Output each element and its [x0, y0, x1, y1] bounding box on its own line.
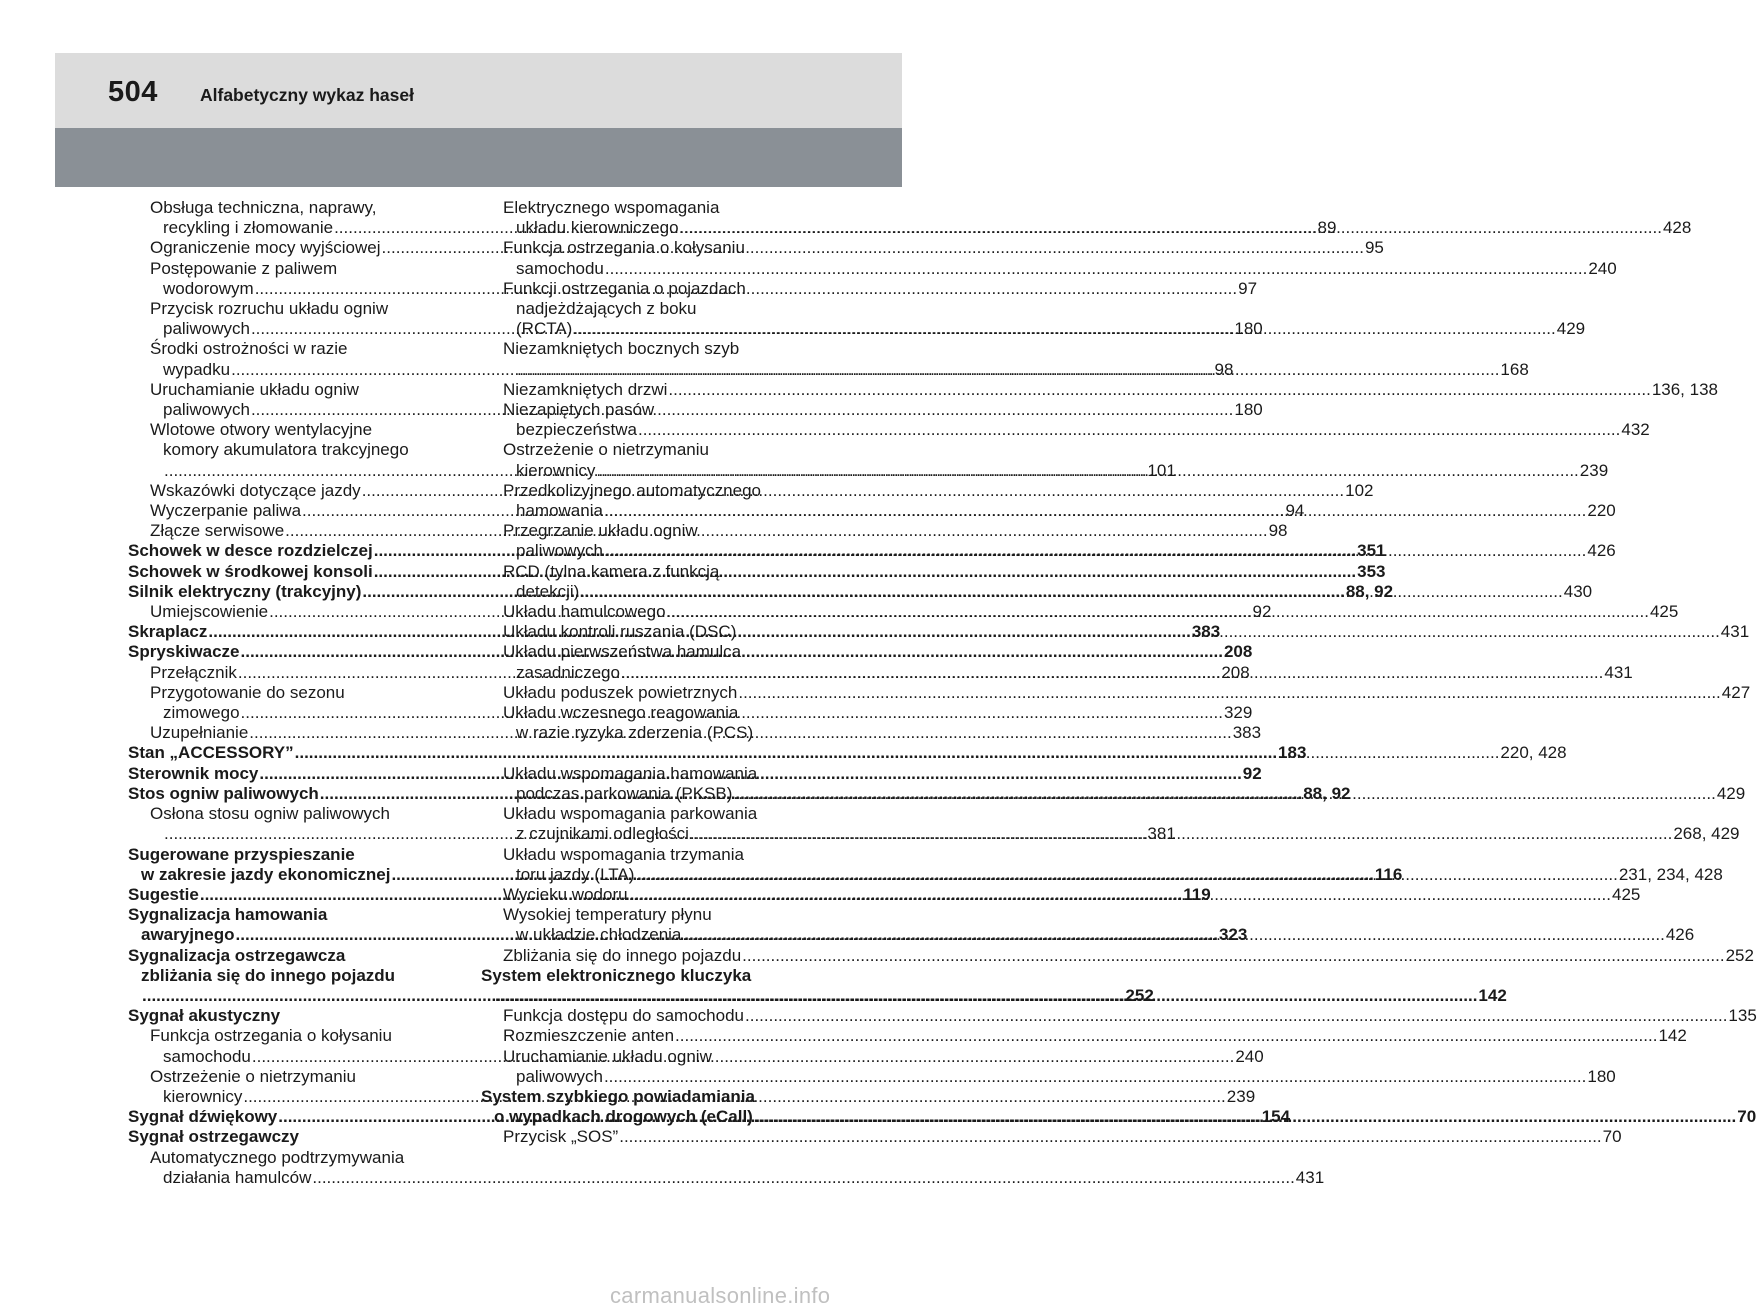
dot-leader	[733, 784, 1715, 803]
dot-leader	[742, 946, 1724, 965]
index-entry-pages: 428	[1662, 218, 1692, 238]
dot-leader	[745, 1006, 1727, 1025]
index-entry-pages: 240	[1235, 1046, 1264, 1066]
index-entry-line: Przycisk rozruchu układu ogniw	[150, 299, 389, 319]
header-band	[55, 128, 902, 187]
index-entry-pages: 92	[1242, 763, 1262, 783]
dot-leader	[629, 885, 1611, 904]
index-entry	[481, 1006, 1757, 1026]
index-entry-pages: 180	[1587, 1066, 1616, 1086]
index-entry	[128, 1006, 444, 1026]
index-entry-line: Funkcja ostrzegania o kołysaniu	[503, 238, 745, 258]
index-entry-pages: 116	[1374, 864, 1403, 884]
index-entry-pages: 97	[1238, 278, 1258, 298]
index-entry-line: System elektronicznego kluczyka	[481, 965, 752, 985]
index-entry-pages: 142	[1478, 985, 1507, 1005]
index-entry-text: Stos ogniw paliwowych	[128, 783, 319, 803]
index-entry-pages: 252	[1125, 985, 1154, 1005]
index-entry-text: Przycisk „SOS”	[503, 1127, 619, 1147]
index-entry-pages: 88, 92	[1303, 783, 1351, 803]
index-entry-line: System szybkiego powiadamiania	[481, 1086, 755, 1106]
dot-leader	[495, 986, 1477, 1005]
index-entry-line: Wysokiej temperatury płynu	[503, 905, 712, 925]
index-entry-pages: 168	[1500, 359, 1529, 379]
index-entry-text: Skraplacz	[128, 622, 208, 642]
index-entry-pages: 89	[1317, 218, 1337, 238]
index-entry-pages: 70	[1737, 1107, 1757, 1127]
index-entry-text: Spryskiwacze	[128, 642, 240, 662]
index-entry-pages: 430	[1563, 581, 1593, 601]
index-entry-line	[128, 985, 1154, 1006]
index-entry-pages: 88, 92	[1345, 581, 1394, 601]
index-entry-text: Złącze serwisowe	[150, 521, 285, 541]
index-entry-text: wodorowym	[163, 278, 254, 298]
index-entry-text: zimowego	[163, 703, 240, 723]
index-entry-text: Funkcja dostępu do samochodu	[503, 1006, 744, 1026]
index-entry-text: kierownicy	[163, 1086, 243, 1106]
index-entry-text: podczas parkowania (PKSB)	[516, 783, 733, 803]
index-entry-pages: 383	[1232, 723, 1262, 743]
index-entry-text: Uzupełnianie	[150, 723, 249, 743]
index-entry-text: paliwowych	[163, 400, 250, 420]
watermark: carmanualsonline.info	[610, 1283, 831, 1308]
index-entry-text: Schowek w desce rozdzielczej	[128, 541, 373, 561]
index-entry-pages: 231, 234, 428	[1618, 864, 1723, 884]
index-entry-line: Uruchamianie układu ogniw	[503, 1046, 712, 1066]
dot-leader	[517, 360, 1499, 379]
index-entry	[481, 945, 1754, 966]
dot-leader	[580, 582, 1562, 601]
index-entry-text: Rozmieszczenie anten	[503, 1026, 675, 1046]
index-entry-pages: 135	[1728, 1006, 1757, 1026]
index-entry-line	[150, 359, 1234, 380]
index-entry-text: hamowania	[516, 501, 603, 521]
index-entry-line	[503, 1127, 1622, 1147]
index-entry	[481, 379, 1718, 400]
index-entry-line: komory akumulatora trakcyjnego	[163, 440, 409, 460]
dot-leader	[682, 925, 1664, 944]
index-entry-text: bezpieczeństwa	[516, 420, 637, 440]
index-entry-pages: 353	[1357, 561, 1386, 581]
index-entry-line: Sygnał akustyczny	[128, 1006, 281, 1026]
index-entry-pages: 427	[1721, 682, 1751, 702]
index-entry-text: Układu kontroli ruszania (DSC)	[503, 622, 737, 642]
index-entry-text: Układu hamulcowego	[503, 602, 666, 622]
index-entry-line: Sygnalizacja hamowania	[128, 905, 328, 925]
index-entry-pages: 425	[1611, 884, 1641, 904]
dot-leader	[680, 218, 1662, 237]
index-entry-text: Sygnał dźwiękowy	[128, 1107, 278, 1127]
dot-leader	[596, 461, 1578, 480]
index-entry-pages: 239	[1579, 460, 1609, 480]
index-entry-line: Uruchamianie układu ogniw	[150, 379, 359, 399]
dot-leader	[517, 743, 1499, 762]
dot-leader	[668, 380, 1650, 399]
index-entry-line: Funkcji ostrzegania o pojazdach	[503, 278, 746, 298]
index-entry-text: Ograniczenie mocy wyjściowej	[150, 238, 381, 258]
index-entry-pages: 432	[1621, 420, 1650, 440]
index-entry-line	[128, 743, 1307, 763]
dot-leader	[667, 602, 1649, 621]
index-entry-text: paliwowych	[516, 1066, 603, 1086]
dot-leader	[619, 1127, 1601, 1146]
dot-leader	[737, 622, 1719, 641]
index-entry-line	[503, 1066, 1616, 1087]
index-entry-line: Ostrzeżenie o nietrzymaniu	[150, 1066, 356, 1086]
index-entry-pages: 431	[1295, 1167, 1325, 1187]
index-entry-line: Przegrzanie układu ogniw	[503, 521, 698, 541]
index-entry-text: układu kierowniczego	[516, 218, 679, 238]
index-entry	[128, 1147, 1325, 1188]
index-entry-pages: 431	[1720, 622, 1750, 642]
index-entry-text: Przełącznik	[150, 662, 237, 682]
index-entry-pages: 180	[1234, 400, 1263, 420]
index-entry-text: samochodu	[516, 258, 604, 278]
index-entry-line: Układu wspomagania parkowania	[503, 804, 758, 824]
index-entry-text: Silnik elektryczny (trakcyjny)	[128, 581, 362, 601]
dot-leader	[635, 865, 1617, 884]
index-entry-text: wypadku	[163, 359, 231, 379]
index-entry-text: Sterownik mocy	[128, 763, 259, 783]
index-entry-line: Układu pierwszeństwa hamulca	[503, 642, 742, 662]
index-entry-text: z czujnikami odległości	[516, 824, 689, 844]
index-entry-line: Środki ostrożności w razie	[150, 339, 348, 359]
index-entry-line: Funkcja ostrzegania o kołysaniu	[150, 1026, 392, 1046]
index-entry-line: Układu wczesnego reagowania	[503, 703, 739, 723]
index-entry-line: Układu wspomagania hamowania	[503, 763, 758, 783]
index-entry-pages: 429	[1556, 319, 1586, 339]
dot-leader	[675, 1026, 1657, 1045]
index-entry-pages: 92	[1252, 602, 1272, 622]
index-entry-pages: 323	[1218, 925, 1248, 945]
index-entry-line: Przygotowanie do sezonu	[150, 682, 345, 702]
index-entry-line: Osłona stosu ogniw paliwowych	[150, 804, 391, 824]
index-entry-line	[503, 420, 1650, 440]
index-entry-text: Umiejscowienie	[150, 602, 269, 622]
index-entry-pages: 425	[1649, 602, 1679, 622]
index-entry-line: zbliżania się do innego pojazdu	[141, 965, 396, 985]
index-entry-line	[150, 1167, 1325, 1188]
index-entry-line: Niezapiętych pasów	[503, 400, 655, 420]
index-entry-pages: 252	[1725, 945, 1754, 965]
index-entry-pages: 208	[1223, 642, 1253, 662]
index-entry-pages: 98	[1214, 359, 1234, 379]
index-entry-line: Sygnalizacja ostrzegawcza	[128, 945, 346, 965]
index-entry-line: Ostrzeżenie o nietrzymaniu	[503, 440, 709, 460]
index-entry-text: w układzie chłodzenia	[516, 925, 682, 945]
index-entry-line: Sugerowane przyspieszanie	[128, 844, 355, 864]
index-entry-text: Niezamkniętych drzwi	[503, 379, 668, 399]
dot-leader	[738, 683, 1720, 702]
index-entry-text: Schowek w środkowej konsoli	[128, 561, 373, 581]
dot-leader	[605, 259, 1587, 278]
index-entry	[481, 1026, 1687, 1046]
index-entry-text: o wypadkach drogowych (eCall)	[494, 1107, 753, 1127]
dot-leader	[754, 1107, 1736, 1126]
index-entry-pages: 180	[1234, 319, 1263, 339]
index-entry-pages: 70	[1602, 1127, 1622, 1147]
index-entry	[481, 682, 1751, 703]
index-entry-text: detekcji)	[516, 581, 580, 601]
index-entry-pages: 426	[1587, 541, 1616, 561]
index-entry-pages: 102	[1345, 480, 1374, 500]
index-entry-pages: 239	[1226, 1086, 1256, 1106]
index-entry-pages: 426	[1665, 925, 1695, 945]
index-entry-text: Zbliżania się do innego pojazdu	[503, 945, 742, 965]
dot-leader	[604, 541, 1586, 560]
index-entry-pages: 136, 138	[1651, 379, 1718, 399]
index-entry-text: Wycieku wodoru	[503, 884, 628, 904]
index-entry	[481, 1127, 1622, 1147]
index-entry-text: Stan „ACCESSORY”	[128, 743, 294, 763]
index-entry-text: Sugestie	[128, 884, 199, 904]
index-entry-pages: 142	[1658, 1026, 1687, 1046]
index-entry-pages: 95	[1364, 238, 1384, 258]
index-entry-text: w zakresie jazdy ekonomicznej	[141, 864, 391, 884]
index-entry-line: Elektrycznego wspomagania	[503, 198, 720, 217]
index-entry-pages: 329	[1223, 703, 1253, 723]
index-entry-line: Wlotowe otwory wentylacyjne	[150, 420, 373, 440]
index-entry-text: kierownicy	[516, 460, 596, 480]
index-entry-line: Układu wspomagania trzymania	[503, 844, 744, 864]
index-entry-text: Wskazówki dotyczące jazdy	[150, 480, 361, 500]
index-entry-line	[503, 258, 1617, 279]
index-entry-line	[503, 945, 1754, 966]
index-entry	[128, 1127, 444, 1147]
index-entry-line: w razie ryzyka zderzenia (PCS)	[516, 723, 754, 743]
index-entry-pages: 240	[1588, 258, 1617, 278]
index-entry-text: (RCTA)	[516, 319, 573, 339]
index-entry	[128, 743, 1307, 763]
index-entry-line: Przedkolizyjnego automatycznego	[503, 480, 761, 500]
index-entry-text: Wyczerpanie paliwa	[150, 501, 302, 521]
index-entry-pages: 429	[1716, 783, 1746, 803]
index-entry-pages: 154	[1261, 1107, 1291, 1127]
index-entry-pages: 208	[1221, 662, 1250, 682]
index-entry-text: awaryjnego	[141, 925, 235, 945]
index-entry-line: nadjeżdżających z boku	[516, 299, 697, 319]
dot-leader	[604, 1067, 1586, 1086]
page-header	[55, 53, 902, 128]
index-entry-text: paliwowych	[163, 319, 250, 339]
index-entry-pages: 431	[1604, 662, 1633, 682]
index-entry-pages: 183	[1278, 743, 1307, 763]
index-entry-text: działania hamulców	[163, 1167, 312, 1187]
index-entry-pages: 381	[1147, 824, 1176, 844]
dot-leader	[312, 1168, 1294, 1187]
index-entry-text: toru jazdy (LTA)	[516, 864, 635, 884]
index-entry-pages: 119	[1183, 884, 1211, 904]
index-entry-line: Automatycznego podtrzymywania	[150, 1147, 405, 1167]
index-entry-line	[503, 1026, 1687, 1046]
index-entry-pages: 94	[1285, 501, 1305, 521]
page-title: Alfabetyczny wykaz haseł	[200, 85, 414, 105]
index-entry-pages: 220	[1587, 501, 1616, 521]
index-entry-text: paliwowych	[516, 541, 603, 561]
index-entry-text: zasadniczego	[516, 662, 620, 682]
index-entry-line: RCD (tylna kamera z funkcją	[503, 561, 720, 581]
dot-leader	[573, 319, 1555, 338]
index-entry-line: Obsługa techniczna, naprawy,	[150, 198, 377, 217]
index-entry-pages: 98	[1268, 521, 1288, 541]
dot-leader	[690, 824, 1672, 843]
index-entry-pages: 220, 428	[1500, 743, 1567, 763]
index-entry-text: samochodu	[163, 1046, 251, 1066]
page-number: 504	[108, 76, 158, 108]
index-entry-text: Układu poduszek powietrznych	[503, 682, 738, 702]
dot-leader	[604, 501, 1586, 520]
index-entry-line: Postępowanie z paliwem	[150, 258, 338, 278]
index-entry-line	[503, 682, 1751, 703]
dot-leader	[621, 663, 1603, 682]
index-entry-line: Sygnał ostrzegawczy	[128, 1127, 300, 1147]
index-entry-line	[503, 379, 1718, 400]
index-entry-pages: 101	[1147, 460, 1176, 480]
index-entry-pages: 268, 429	[1673, 824, 1740, 844]
index-entry-pages: 383	[1191, 622, 1221, 642]
index-entry-pages: 351	[1357, 541, 1386, 561]
index-entry-text: recykling i złomowanie	[163, 218, 334, 238]
index-entry-line: Niezamkniętych bocznych szyb	[503, 339, 740, 359]
dot-leader	[638, 420, 1620, 439]
index-entry-line	[503, 1006, 1757, 1026]
